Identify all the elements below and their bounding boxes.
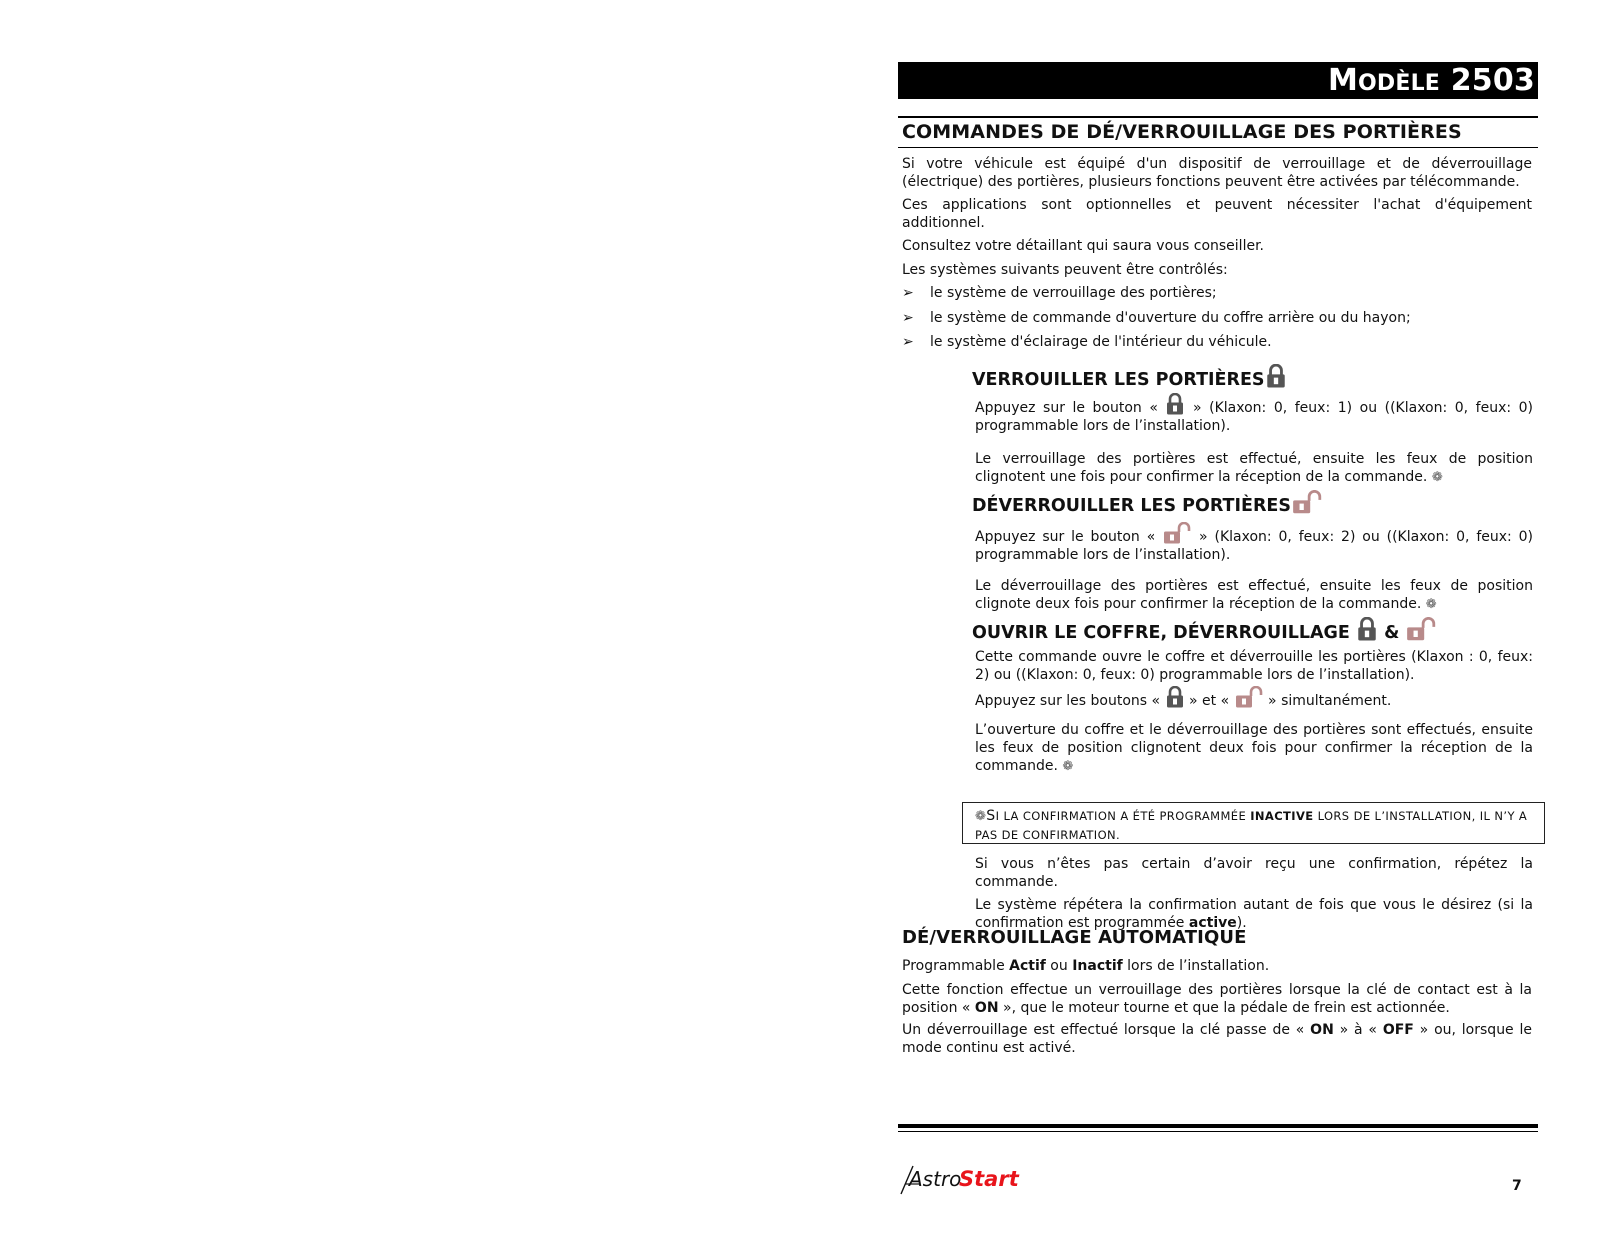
lock-doors-paragraph-2: [975, 450, 1533, 487]
logo-start-text: Start: [959, 1167, 1019, 1191]
list-item: [902, 309, 1532, 327]
header-rule: [898, 116, 1538, 118]
auto-lock-p2-end: », que le moteur tourne et que la pédale de frein est actionnée.: [998, 1000, 1450, 1016]
logo-astro-text: Astro: [909, 1167, 962, 1191]
arrow-bullet-icon: ➢: [902, 285, 914, 301]
model-title-smallcaps: ODÈLE: [1358, 71, 1441, 96]
padlock-open-icon: [1405, 617, 1437, 641]
after-note-p2-end: ).: [1236, 915, 1247, 931]
trunk-title-ampersand: &: [1384, 623, 1400, 643]
lock-doors-title-text: VERROUILLER LES PORTIÈRES: [972, 370, 1265, 390]
list-item-text: le système de commande d'ouverture du coffre arrière ou du hayon;: [930, 310, 1411, 326]
trunk-p3-text: L’ouverture du coffre et le déverrouillage des portières sont effectués, ensuite les feux de position clignotent deux fois pour confirmer la réception de la commande.: [975, 722, 1533, 774]
trunk-p2-middle: » et «: [1184, 693, 1234, 709]
padlock-closed-icon: [1356, 617, 1378, 641]
unlock-doors-p2-text: Le déverrouillage des portières est effectué, ensuite les feux de position clignote deux fois pour confirmer la réception de la commande.: [975, 578, 1533, 612]
auto-lock-paragraph-1: [902, 957, 1532, 975]
section-title-auto-lock: DÉ/VERROUILLAGE AUTOMATIQUE: [902, 927, 1247, 948]
auto-lock-p1-end: lors de l’installation.: [1122, 958, 1270, 974]
model-header-bar: [898, 62, 1538, 99]
sun-icon: ❁: [1431, 470, 1443, 485]
sun-icon: ❁: [975, 809, 987, 824]
intro-paragraph-2: Ces applications sont optionnelles et peuvent nécessiter l'achat d'équipement additionnel.: [902, 197, 1532, 231]
trunk-paragraph-3: [975, 721, 1533, 776]
intro-paragraph-4: Les systèmes suivants peuvent être contrôlés:: [902, 262, 1228, 278]
trunk-title-text: OUVRIR LE COFFRE, DÉVERROUILLAGE: [972, 623, 1350, 643]
unlock-doors-paragraph-1: [975, 528, 1533, 564]
after-note-paragraph-1: Si vous n’êtes pas certain d’avoir reçu une confirmation, répétez la commande.: [975, 856, 1533, 890]
list-item-text: le système de verrouillage des portières;: [930, 285, 1217, 301]
note-text-start: I LA CONFIRMATION A ÉTÉ PROGRAMMÉE: [995, 809, 1251, 823]
auto-lock-p3-middle: » à «: [1333, 1022, 1383, 1038]
padlock-open-icon: [1162, 522, 1192, 544]
padlock-open-icon: [1291, 490, 1323, 514]
auto-lock-inactif: Inactif: [1072, 958, 1123, 974]
padlock-closed-icon: [1265, 364, 1287, 388]
auto-lock-p2-start: Cette fonction effectue un verrouillage des portières lorsque la clé de contact est à la position «: [902, 982, 1532, 1016]
auto-lock-paragraph-2: [902, 981, 1532, 1017]
list-item: [902, 333, 1532, 351]
trunk-p2-start: Appuyez sur les boutons «: [975, 693, 1165, 709]
footer-rule-thin: [898, 1131, 1538, 1132]
unlock-doors-p1-end: » (Klaxon: 0, feux: 2) ou ((Klaxon: 0, feux: 0) programmable lors de l’installation).: [975, 529, 1534, 563]
list-item: [902, 284, 1532, 302]
arrow-bullet-icon: ➢: [902, 310, 914, 326]
auto-lock-on-2: ON: [1310, 1022, 1334, 1038]
auto-lock-off: OFF: [1382, 1022, 1414, 1038]
auto-lock-actif: Actif: [1009, 958, 1046, 974]
section-title-rule: [898, 147, 1538, 148]
confirmation-note-text: [975, 807, 1541, 844]
model-number: 2503: [1450, 63, 1535, 98]
lock-doors-p1-start: Appuyez sur le bouton «: [975, 400, 1166, 416]
note-text-end: LORS DE L’INSTALLATION, IL N’Y A PAS DE CONFIRMATION.: [975, 809, 1528, 842]
footer-rule-thick: [898, 1124, 1538, 1128]
page-number: 7: [1512, 1178, 1522, 1194]
lock-doors-p2-text: Le verrouillage des portières est effectué, ensuite les feux de position clignotent une fois pour confirmer la réception de la commande.: [975, 451, 1533, 485]
auto-lock-p3-end: » ou, lorsque le mode continu est activé.: [902, 1022, 1533, 1056]
unlock-doors-paragraph-2: [975, 577, 1533, 614]
trunk-paragraph-1: Cette commande ouvre le coffre et déverrouille les portières (Klaxon : 0, feux: 2) ou ((Klaxon: 0, feux: 0) programmable lors de l’installation).: [975, 649, 1533, 683]
astrostart-logo: [899, 1162, 1029, 1196]
after-note-active-word: active: [1188, 915, 1237, 931]
model-title: [1328, 62, 1535, 102]
intro-paragraph-3: Consultez votre détaillant qui saura vous conseiller.: [902, 238, 1264, 254]
trunk-paragraph-2: [975, 692, 1533, 710]
note-initial-cap: S: [986, 808, 996, 824]
lock-doors-paragraph-1: [975, 399, 1533, 435]
sun-icon: ❁: [1425, 597, 1437, 612]
subsection-title-lock-doors: [972, 364, 1287, 390]
padlock-closed-icon: [1165, 393, 1185, 415]
padlock-open-icon: [1234, 686, 1264, 708]
auto-lock-p1-start: Programmable: [902, 958, 1010, 974]
lock-doors-p1-end: » (Klaxon: 0, feux: 1) ou ((Klaxon: 0, feux: 0) programmable lors de l’installation).: [975, 400, 1534, 434]
padlock-closed-icon: [1165, 686, 1185, 708]
intro-paragraph-1: Si votre véhicule est équipé d'un dispositif de verrouillage et de déverrouillage (électrique) des portières, plusieurs fonctions peuvent être activées par télécommande.: [902, 156, 1532, 190]
subsection-title-unlock-doors: [972, 490, 1323, 516]
auto-lock-p1-middle: ou: [1045, 958, 1073, 974]
sun-icon: ❁: [1062, 759, 1074, 774]
auto-lock-p3-start: Un déverrouillage est effectué lorsque la clé passe de «: [902, 1022, 1311, 1038]
list-item-text: le système d'éclairage de l'intérieur du véhicule.: [930, 334, 1272, 350]
unlock-doors-p1-start: Appuyez sur le bouton «: [975, 529, 1163, 545]
confirmation-note-box: [962, 802, 1545, 844]
trunk-p2-end: » simultanément.: [1263, 693, 1392, 709]
arrow-bullet-icon: ➢: [902, 334, 914, 350]
subsection-title-trunk: [972, 617, 1437, 643]
after-note-p2-start: Le système répétera la confirmation autant de fois que vous le désirez (si la confirmation est programmée: [975, 897, 1533, 931]
unlock-doors-title-text: DÉVERROUILLER LES PORTIÈRES: [972, 496, 1291, 516]
auto-lock-paragraph-3: [902, 1021, 1532, 1057]
model-title-cap: M: [1327, 63, 1358, 98]
section-title-lock-commands: COMMANDES DE DÉ/VERROUILLAGE DES PORTIÈRES: [902, 121, 1462, 143]
auto-lock-on: ON: [974, 1000, 999, 1016]
note-inactive-word: INACTIVE: [1250, 809, 1314, 823]
